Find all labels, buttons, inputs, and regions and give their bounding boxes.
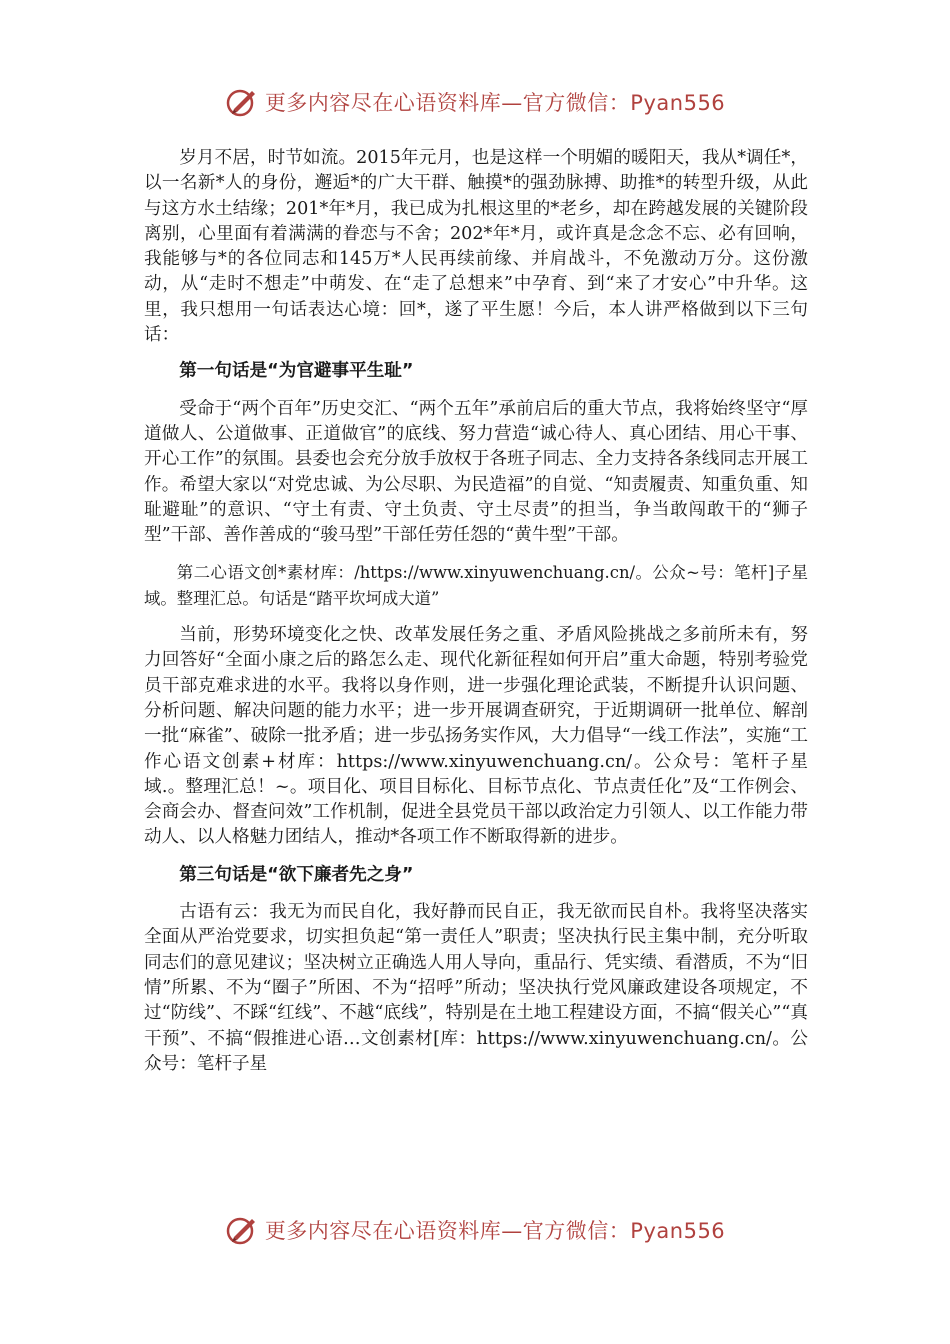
section-heading-2-paragraph: 第二心语文创*素材库：/https://www.xinyuwenchuang.cn/。公众~号：笔杆]子星域。整理汇总。句话是“踏平坎坷成大道” [144,563,808,608]
header-banner [0,82,950,122]
section-2-paragraph: 当前，形势环境变化之快、改革发展任务之重、矛盾风险挑战之多前所未有，努力回答好“全面小康之后的路怎么走、现代化新征程如何开启”重大命题，特别考验党员干部克难求进的水平。我将以身作则，进一步强化理论武装，不断提升认识问题、分析问题、解决问题的能力水平；进一步开展调查研究，于近期调研一批单位、解剖一批“麻雀”、破除一批矛盾；进一步弘扬务实作风，大力倡导“一线工作法”，实施“工作心语文创素+材库：https://www.xinyuwenchuang.cn/。公众号：笔杆子星域.。整理汇总！~。项目化、项目目标化、目标节点化、节点责任化”及“工作例会、会商会办、督查问效”工作机制，促进全县党员干部以政治定力引领人、以工作能力带动人、以人格魅力团结人，推动*各项工作不断取得新的进步。 [144,625,808,848]
document-body [144,146,808,1077]
section-1-paragraph: 受命于“两个百年”历史交汇、“两个五年”承前启后的重大节点，我将始终坚守“厚道做人、公道做事、正道做官”的底线、努力营造“诚心待人、真心团结、用心干事、开心工作”的氛围。县委也会充分放手放权于各班子同志、全力支持各条线同志开展工作。希望大家以“对党忠诚、为公尽职、为民造福”的自觉、“知责履责、知重负重、知耻避耻”的意识、“守土有责、守土负责、守土尽责”的担当，争当敢闯敢干的“狮子型”干部、善作善成的“骏马型”干部任劳任怨的“黄牛型”干部。 [144,398,808,546]
pen-logo-icon [225,85,259,119]
intro-paragraph: 岁月不居，时节如流。2015年元月，也是这样一个明媚的暖阳天，我从*调任*，以一名新*人的身份，邂逅*的广大干群、触摸*的强劲脉搏、助推*的转型升级，从此与这方水土结缘；201*年*月，我已成为扎根这里的*老乡，却在跨越发展的关键阶段离别，心里面有着满满的眷恋与不舍；202*年*月，或许真是念念不忘、必有回响，我能够与*的各位同志和145万*人民再续前缘、并肩战斗，不免激动万分。这份激动，从“走时不想走”中萌发、在“走了总想来”中孕育、到“来了才安心”中升华。这里，我只想用一句话表达心境：回*，遂了平生愿！今后，本人讲严格做到以下三句话： [144,148,808,346]
pen-logo-icon [225,1213,259,1247]
banner-text: 更多内容尽在心语资料库—官方微信：Pyan556 [264,91,726,115]
section-heading-3: 第三句话是“欲下廉者先之身” [179,864,414,885]
footer-banner [0,1210,950,1250]
banner-text: 更多内容尽在心语资料库—官方微信：Pyan556 [264,1219,726,1243]
section-heading-1: 第一句话是“为官避事平生耻” [179,361,414,382]
section-3-paragraph: 古语有云：我无为而民自化，我好静而民自正，我无欲而民自朴。我将坚决落实全面从严治党要求，切实担负起“第一责任人”职责；坚决执行民主集中制，充分听取同志们的意见建议；坚决树立正确选人用人导向，重品行、凭实绩、看潜质，不为“旧情”所累、不为“圈子”所困、不为“招呼”所动；坚决执行党风廉政建设各项规定，不过“防线”、不踩“红线”、不越“底线”，特别是在土地工程建设方面，不搞“假关心”“真干预”、不搞“假推进心语…文创素材[库：https://www.xinyuwenchuang.cn/。公众号：笔杆子星 [144,902,808,1074]
